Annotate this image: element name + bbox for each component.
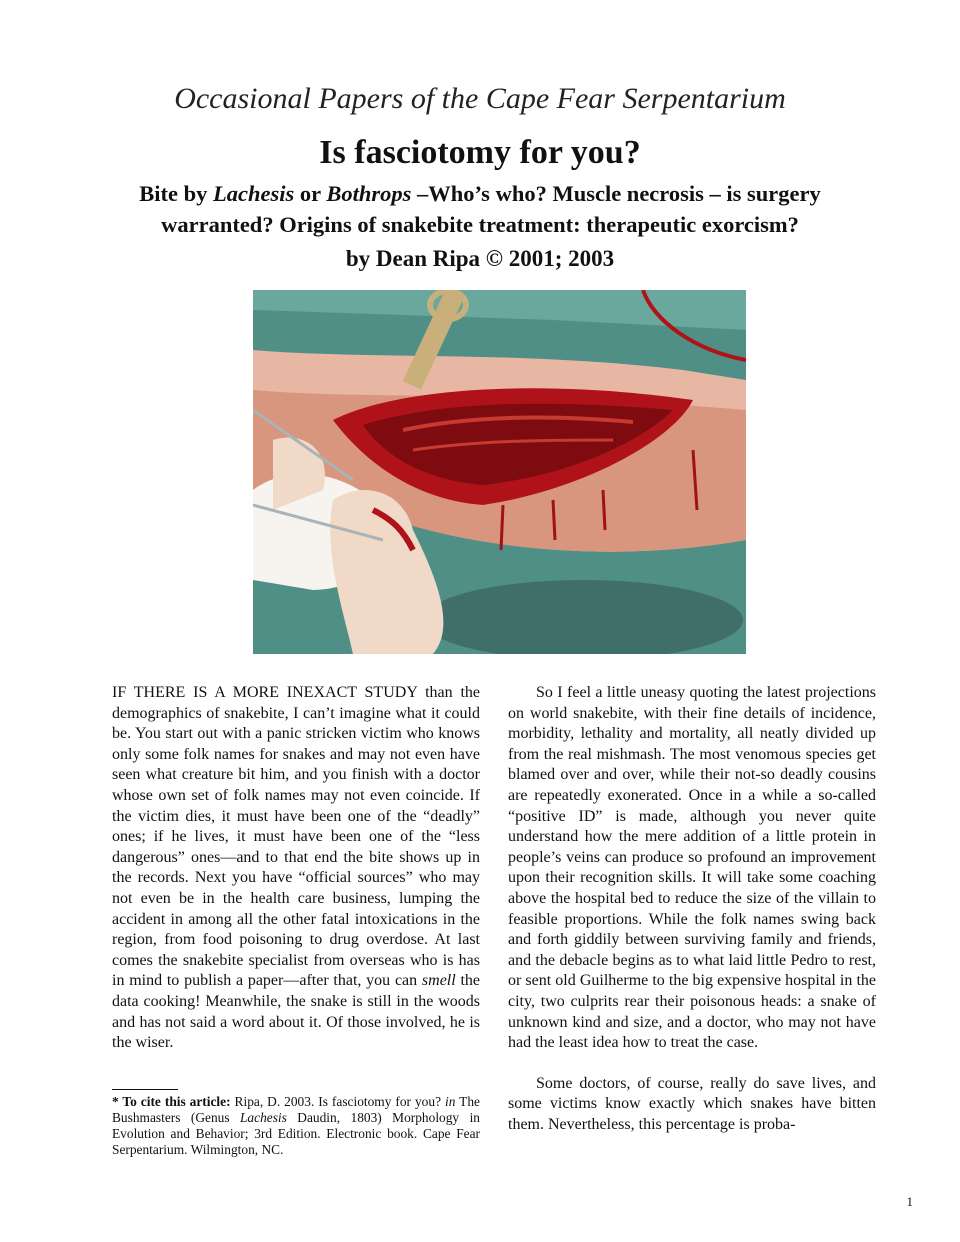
left-column bbox=[112, 683, 480, 1054]
intro-paragraph: IF THERE IS A MORE INEXACT STUDY than the demographics of snakebite, I can’t imagine what it could be. You start out with a panic stricken victim who knows only some folk names for snakes and may not even have seen what creature bit him, and you finish with a doctor whose own set of folk names may not even coincide. If the victim dies, it must have been one of the “deadly” ones; if he lives, it must have been one of the “less dangerous” ones—and to that end the bite shows up in the records. Next you have “official sources” who may not even be in the health care business, lumping the accident in among all the other fatal intoxications in the region, from food poisoning to drug overdose. At last comes the snakebite specialist from overseas who is has in mind to publish a paper—after that, you can smell the data cooking! Meanwhile, the snake is still in the woods and has not said a word about it. Of those involved, he is the wiser. bbox=[112, 684, 481, 1052]
surgery-photo bbox=[253, 290, 746, 654]
genus-bothrops: Bothrops bbox=[326, 181, 412, 206]
article-subtitle: Bite by Lachesis or Bothrops –Who’s who? Muscle necrosis – is surgery warranted? Origins of snakebite treatment: therapeutic exorcism? bbox=[139, 181, 821, 237]
author-line: by Dean Ripa © 2001; 2003 bbox=[345, 246, 615, 271]
genus-lachesis: Lachesis bbox=[213, 181, 295, 206]
citation-note: * To cite this article: Ripa, D. 2003. Is fasciotomy for you? in The Bushmasters (Genus Lachesis Daudin, 1803) Morphology in Evolution and Behavior; 3rd Edition. Electronic book. Cape Fear Serpentarium. Wilmington, NC. bbox=[112, 1094, 480, 1157]
article-title: Is fasciotomy for you? bbox=[319, 134, 641, 171]
paragraph-2: So I feel a little uneasy quoting the latest projections on world snakebite, with their fine details of incidence, morbidity, lethality and mortality, all neatly divided up from the real mishmash. The most venomous species get blamed over and over, while their not-so deadly cousins are repeatedly exonerated. Once in a while a so-called “positive ID” is made, although you never quite understand how the mere addition of a little protein in people’s veins can produce so profound an improvement upon their recognition skills. It will take some coaching above the hospital bed to reduce the size of the villain to feasible proportions. While the folk names swing back and forth giddily between surviving family and friends, and the debacle begins as to what laid little Pedro to rest, or sent old Guilherme to the big expensive hospital in the city, two culprits rear their poisonous heads: a snake of unknown kind and size, and a doctor, who may not have had the least idea how to treat the case. bbox=[508, 684, 876, 1052]
right-column bbox=[508, 683, 876, 1135]
fasciotomy-illustration bbox=[253, 290, 746, 654]
paragraph-3: Some doctors, of course, really do save lives, and some victims know exactly which snakes have bitten them. Nevertheless, this percentage is proba- bbox=[508, 1074, 876, 1133]
citation-label: * To cite this article: bbox=[112, 1094, 231, 1109]
page-number: 1 bbox=[906, 1194, 913, 1209]
emphasis-smell: smell bbox=[421, 972, 456, 990]
series-title: Occasional Papers of the Cape Fear Serpentarium bbox=[174, 82, 786, 115]
footnote-rule bbox=[112, 1089, 178, 1090]
